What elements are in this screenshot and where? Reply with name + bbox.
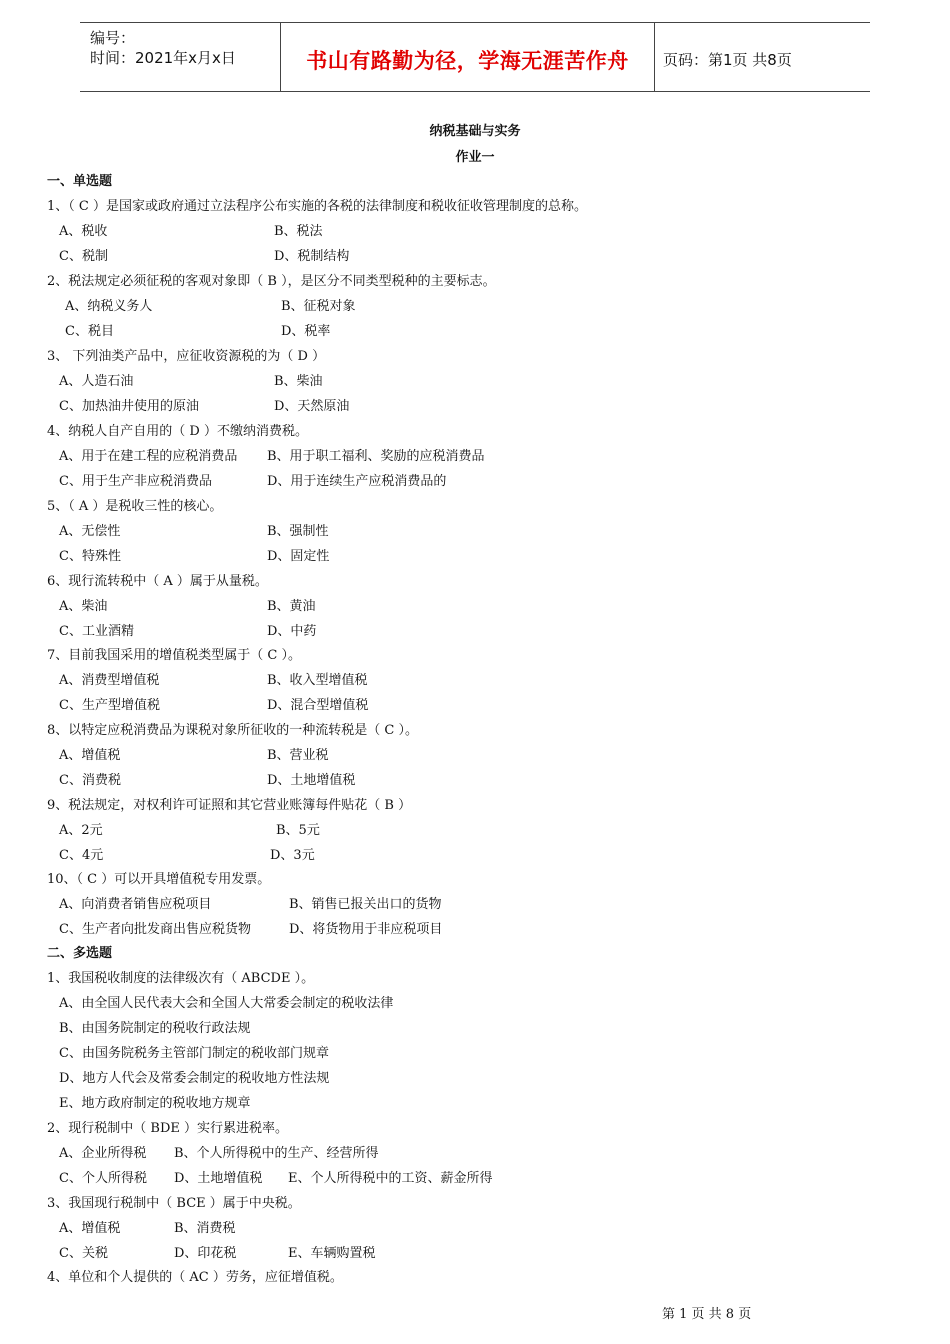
option: D、税制结构 — [274, 249, 350, 264]
motto-text: 书山有路勤为径，学海无涯苦作舟 — [306, 49, 629, 73]
question-text: 7、目前我国采用的增值税类型属于（ C ）。 — [47, 648, 301, 663]
option: B、消费税 — [174, 1221, 236, 1236]
time-label: 时间：2021年x月x日 — [90, 49, 236, 67]
option: A、增值税 — [59, 1221, 121, 1236]
option: A、向消费者销售应税项目 — [59, 897, 212, 912]
option: D、固定性 — [267, 549, 330, 564]
document-subtitle: 作业一 — [455, 150, 495, 165]
option: D、税率 — [281, 324, 331, 339]
question-text: 10、（ C ）可以开具增值税专用发票。 — [47, 872, 271, 887]
option: D、土地增值税 — [174, 1171, 263, 1186]
page-code: 页码：第1页 共8页 — [663, 51, 792, 69]
option: B、征税对象 — [281, 299, 356, 314]
option: B、收入型增值税 — [267, 673, 368, 688]
option: B、用于职工福利、奖励的应税消费品 — [267, 449, 485, 464]
option: A、人造石油 — [59, 374, 134, 389]
option: D、土地增值税 — [267, 773, 356, 788]
option: C、用于生产非应税消费品 — [59, 474, 212, 489]
option: C、生产型增值税 — [59, 698, 160, 713]
option: A、消费型增值税 — [59, 673, 160, 688]
page-footer: 第 1 页 共 8 页 — [662, 1307, 752, 1322]
option: A、用于在建工程的应税消费品 — [59, 449, 238, 464]
option: B、强制性 — [267, 524, 329, 539]
option: C、关税 — [59, 1246, 108, 1261]
document-title: 纳税基础与实务 — [429, 124, 521, 139]
option: B、5元 — [276, 823, 320, 838]
section-heading: 二、多选题 — [47, 946, 113, 961]
option: B、柴油 — [274, 374, 323, 389]
question-text: 4、纳税人自产自用的（ D ）不缴纳消费税。 — [47, 424, 308, 439]
option: C、由国务院税务主管部门制定的税收部门规章 — [59, 1046, 329, 1061]
question-text: 2、现行税制中（ BDE ）实行累进税率。 — [47, 1121, 289, 1136]
option: C、生产者向批发商出售应税货物 — [59, 922, 251, 937]
option: B、营业税 — [267, 748, 329, 763]
option: C、税目 — [65, 324, 114, 339]
option: D、混合型增值税 — [267, 698, 369, 713]
question-text: 8、以特定应税消费品为课税对象所征收的一种流转税是（ C ）。 — [47, 723, 418, 738]
option: D、地方人代会及常委会制定的税收地方性法规 — [59, 1071, 330, 1086]
question-text: 5、（ A ）是税收三性的核心。 — [47, 499, 223, 514]
option: C、消费税 — [59, 773, 121, 788]
option: D、中药 — [267, 624, 317, 639]
option: B、销售已报关出口的货物 — [289, 897, 442, 912]
number-label: 编号： — [90, 29, 136, 47]
question-text: 4、单位和个人提供的（ AC ）劳务，应征增值税。 — [47, 1270, 343, 1285]
option: D、天然原油 — [274, 399, 350, 414]
option: D、3元 — [270, 848, 315, 863]
option: D、用于连续生产应税消费品的 — [267, 474, 447, 489]
header-right-cell — [655, 23, 870, 91]
option: C、4元 — [59, 848, 104, 863]
header-left-cell — [80, 23, 281, 91]
option: D、印花税 — [174, 1246, 237, 1261]
question-text: 2、税法规定必须征税的客观对象即（ B ），是区分不同类型税种的主要标志。 — [47, 274, 496, 289]
option: A、无偿性 — [59, 524, 121, 539]
option: A、柴油 — [59, 599, 108, 614]
question-text: 3、 下列油类产品中，应征收资源税的为（ D ） — [47, 349, 326, 364]
question-text: 9、税法规定，对权利许可证照和其它营业账簿每件贴花（ B ） — [47, 798, 412, 813]
option: A、纳税义务人 — [65, 299, 153, 314]
page-header — [80, 22, 870, 92]
option: D、将货物用于非应税项目 — [289, 922, 443, 937]
option: B、黄油 — [267, 599, 316, 614]
option: C、工业酒精 — [59, 624, 134, 639]
section-heading: 一、单选题 — [47, 174, 113, 189]
header-middle-cell — [281, 23, 655, 91]
question-text: 6、现行流转税中（ A ）属于从量税。 — [47, 574, 268, 589]
option: E、个人所得税中的工资、薪金所得 — [288, 1171, 493, 1186]
question-text: 1、（ C ）是国家或政府通过立法程序公布实施的各税的法律制度和税收征收管理制度的总称。 — [47, 199, 587, 214]
question-text: 1、我国税收制度的法律级次有（ ABCDE ）。 — [47, 971, 315, 986]
option: A、2元 — [59, 823, 103, 838]
option: C、税制 — [59, 249, 108, 264]
option: C、特殊性 — [59, 549, 121, 564]
option: A、税收 — [59, 224, 108, 239]
question-text: 3、我国现行税制中（ BCE ）属于中央税。 — [47, 1196, 301, 1211]
option: C、个人所得税 — [59, 1171, 147, 1186]
option: A、企业所得税 — [59, 1146, 147, 1161]
option: B、税法 — [274, 224, 323, 239]
option: E、地方政府制定的税收地方规章 — [59, 1096, 251, 1111]
option: B、由国务院制定的税收行政法规 — [59, 1021, 251, 1036]
option: E、车辆购置税 — [288, 1246, 376, 1261]
option: B、个人所得税中的生产、经营所得 — [174, 1146, 379, 1161]
option: A、由全国人民代表大会和全国人大常委会制定的税收法律 — [59, 996, 394, 1011]
option: C、加热油井使用的原油 — [59, 399, 199, 414]
option: A、增值税 — [59, 748, 121, 763]
